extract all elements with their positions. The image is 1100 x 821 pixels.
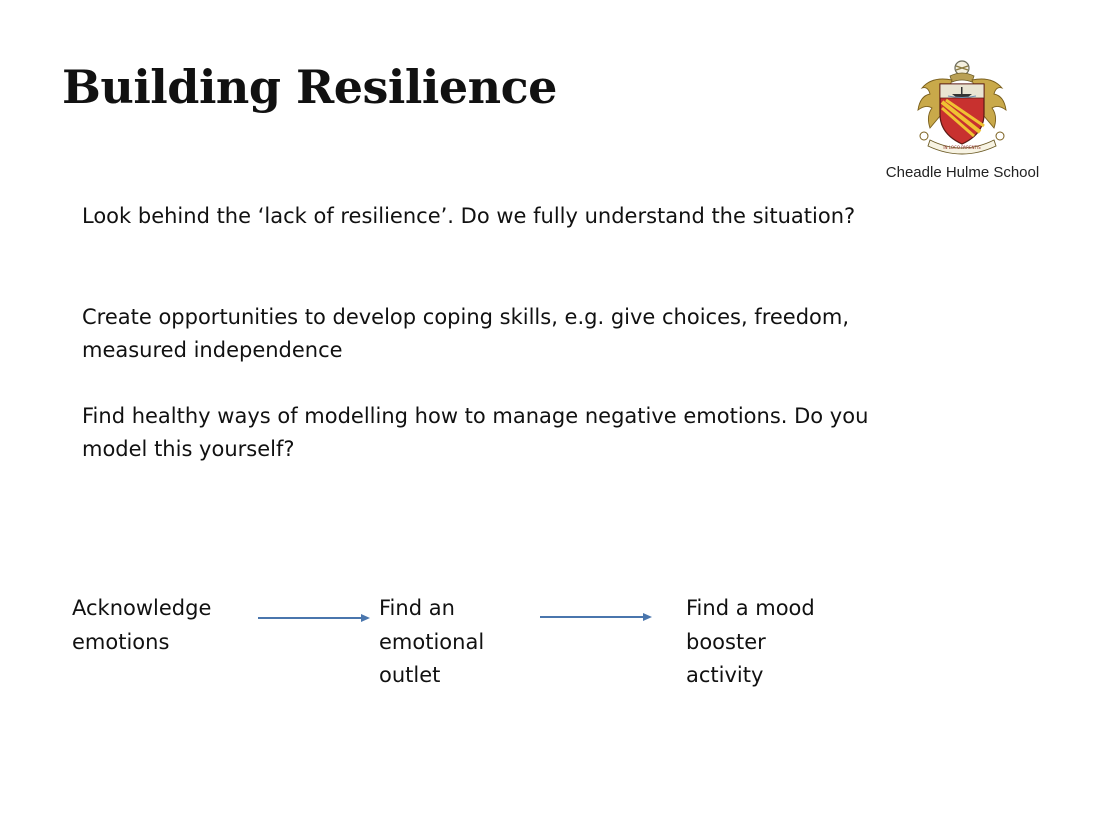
slide-title: Building Resilience bbox=[62, 60, 557, 114]
flow-step-line: emotional bbox=[379, 629, 485, 654]
flow-step-line: booster bbox=[686, 629, 766, 654]
flow-step-line: activity bbox=[686, 663, 764, 687]
flow-step-mood-booster bbox=[686, 592, 856, 693]
flow-step-acknowledge bbox=[72, 592, 242, 659]
flow-step-line: Find a mood bbox=[686, 596, 815, 620]
flow-step-line: outlet bbox=[379, 663, 441, 687]
crest-motto: IN LOCO PARENTIS bbox=[943, 145, 981, 150]
flow-step-line: Acknowledge bbox=[72, 596, 212, 620]
flow-step-line: emotions bbox=[72, 629, 170, 654]
flow-arrow-right-icon bbox=[540, 611, 652, 623]
flow-step-line: Find an bbox=[379, 596, 455, 620]
school-name: Cheadle Hulme School bbox=[885, 164, 1040, 181]
flow-arrow-right-icon bbox=[258, 612, 370, 624]
school-crest-icon bbox=[912, 56, 1012, 156]
paragraph-negative-emotions: Find healthy ways of modelling how to manage negative emotions. Do you model this yourself? bbox=[82, 404, 869, 461]
flow-step-emotional-outlet bbox=[379, 592, 549, 693]
paragraph-lack-of-resilience: Look behind the ‘lack of resilience’. Do we fully understand the situation? bbox=[82, 204, 856, 228]
paragraph-coping-skills: Create opportunities to develop coping skills, e.g. give choices, freedom, measured independence bbox=[82, 305, 850, 362]
school-logo bbox=[880, 56, 1045, 186]
